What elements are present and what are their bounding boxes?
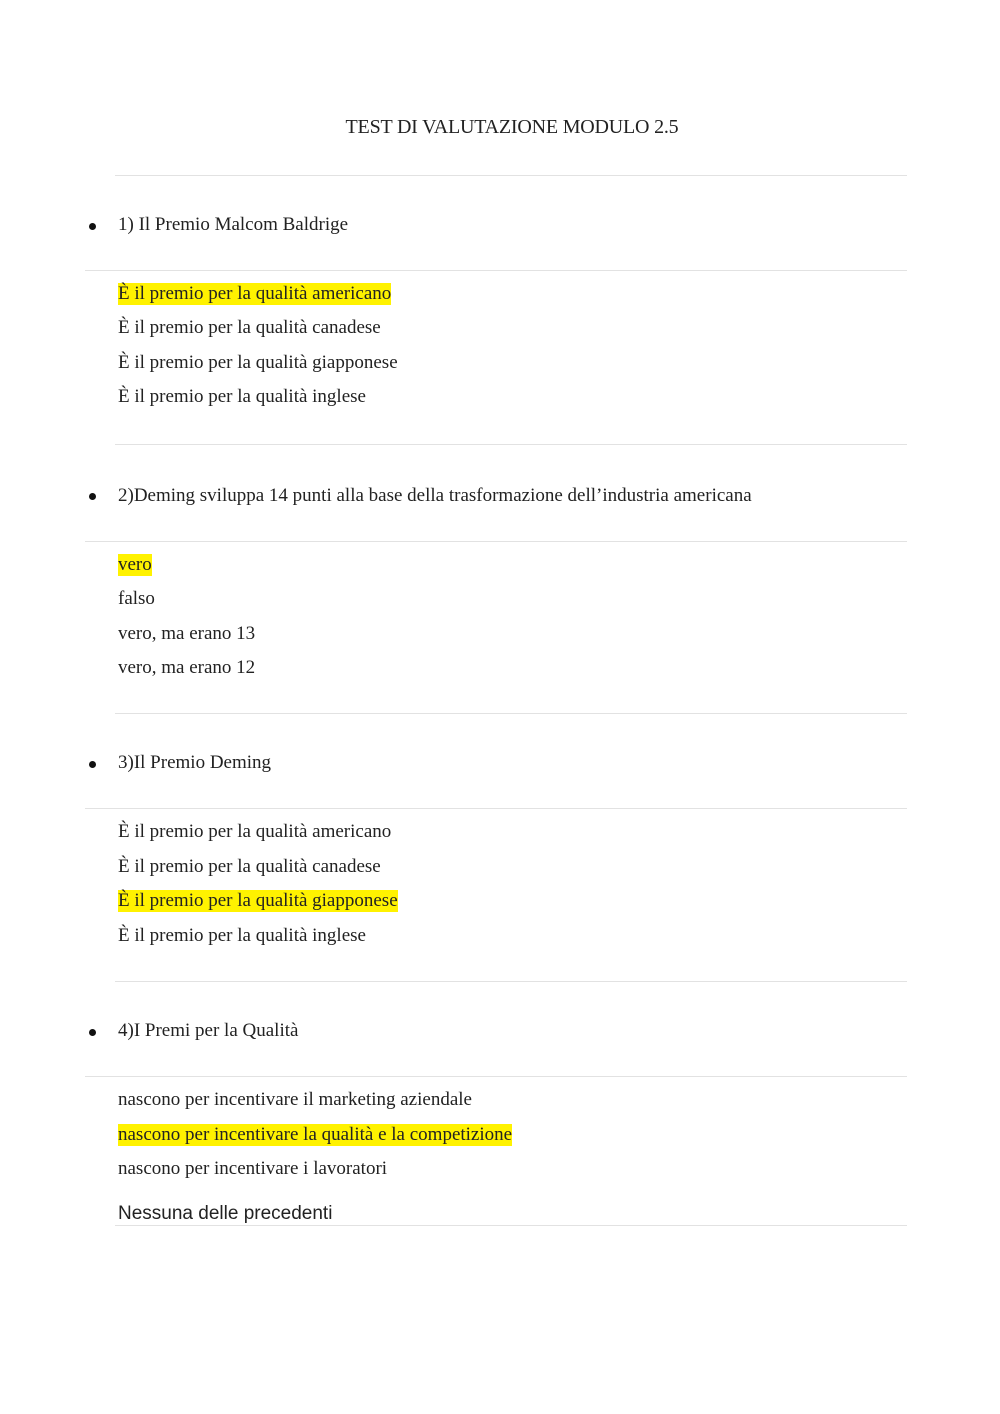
question-3-option-4: È il premio per la qualità inglese <box>118 925 366 946</box>
question-1-option-4: È il premio per la qualità inglese <box>118 386 366 407</box>
question-2-option-1: vero <box>118 554 152 575</box>
divider <box>115 713 907 714</box>
question-4-option-2: nascono per incentivare la qualità e la competizione <box>118 1124 513 1145</box>
question-4-option-4: Nessuna delle precedenti <box>118 1203 333 1224</box>
question-2-text: 2)Deming sviluppa 14 punti alla base della trasformazione dell’industria americana <box>118 485 752 506</box>
divider <box>115 175 907 176</box>
divider <box>85 1076 907 1077</box>
bullet-icon <box>89 761 96 768</box>
question-3-option-3: È il premio per la qualità giapponese <box>118 890 398 911</box>
question-2-option-4: vero, ma erano 12 <box>118 657 256 678</box>
question-4-text: 4)I Premi per la Qualità <box>118 1020 299 1041</box>
bullet-icon <box>89 1029 96 1036</box>
question-3-option-1: È il premio per la qualità americano <box>118 821 392 842</box>
page-title: TEST DI VALUTAZIONE MODULO 2.5 <box>345 116 679 138</box>
divider <box>115 444 907 445</box>
divider <box>115 1225 907 1226</box>
question-2-option-2: falso <box>118 588 155 609</box>
divider <box>85 541 907 542</box>
divider <box>85 270 907 271</box>
divider <box>115 981 907 982</box>
question-1-option-2: È il premio per la qualità canadese <box>118 317 381 338</box>
bullet-icon <box>89 493 96 500</box>
divider <box>85 808 907 809</box>
question-1-option-3: È il premio per la qualità giapponese <box>118 352 398 373</box>
question-1-option-1: È il premio per la qualità americano <box>118 283 392 304</box>
question-1-text: 1) Il Premio Malcom Baldrige <box>118 214 349 235</box>
question-3-option-2: È il premio per la qualità canadese <box>118 856 381 877</box>
question-4-option-3: nascono per incentivare i lavoratori <box>118 1158 388 1179</box>
bullet-icon <box>89 223 96 230</box>
question-3-text: 3)Il Premio Deming <box>118 752 272 773</box>
question-2-option-3: vero, ma erano 13 <box>118 623 256 644</box>
question-4-option-1: nascono per incentivare il marketing aziendale <box>118 1089 472 1110</box>
